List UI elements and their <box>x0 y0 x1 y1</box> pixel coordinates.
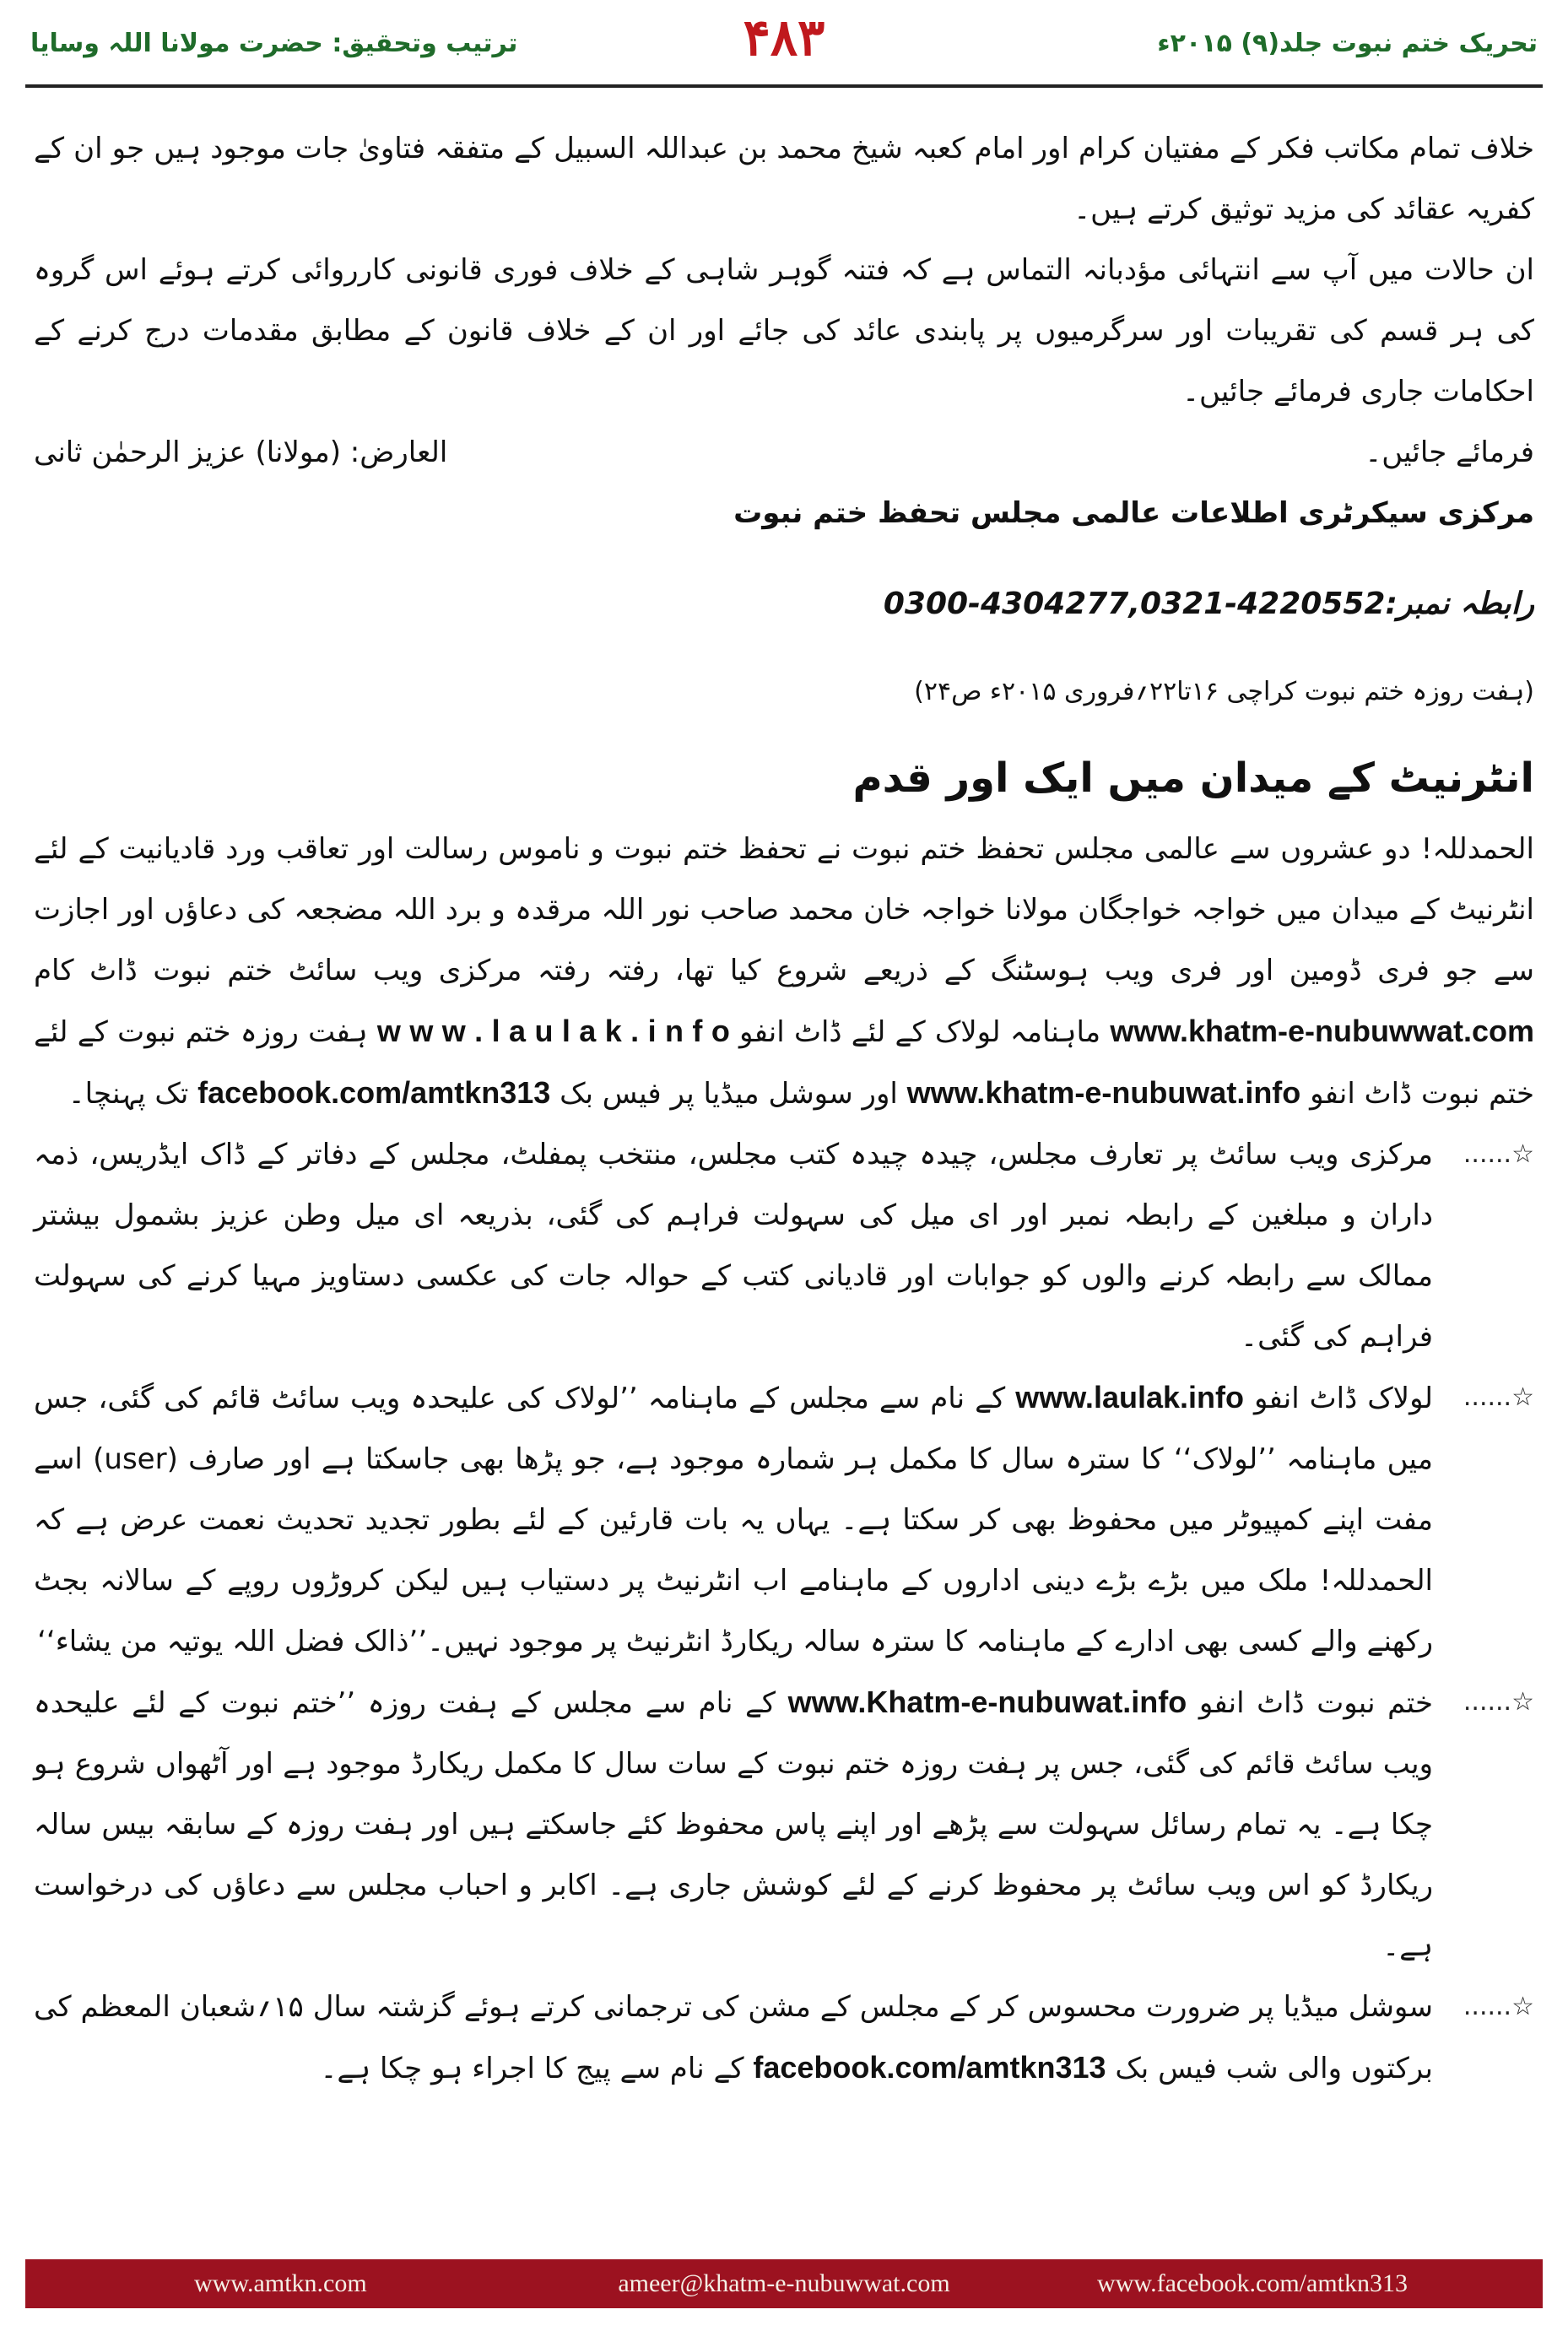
link-khatm-e-nubuwat-info[interactable]: www.khatm-e-nubuwat.info <box>906 1075 1301 1110</box>
bullet-prefix: ختم نبوت ڈاٹ انفو <box>1198 1686 1433 1720</box>
contact-numbers: 0300-4304277,0321-4220552:رابطہ نمبر <box>883 587 1534 621</box>
page-content <box>34 118 1534 2099</box>
footer-email-link[interactable]: ameer@khatm-e-nubuwwat.com <box>618 2269 950 2297</box>
bullet-text: کے نام سے پیج کا اجراء ہو چکا ہے۔ <box>320 2052 744 2085</box>
link-laulak-info[interactable]: www.laulak.info <box>1015 1380 1244 1414</box>
section-intro <box>34 819 1534 1124</box>
link-facebook[interactable]: facebook.com/amtkn313 <box>753 2050 1106 2085</box>
intro-text-1: الحمدللہ! دو عشروں سے عالمی مجلس تحفظ ختم نبوت نے تحفظ ختم نبوت و ناموس رسالت اور تعاقب ورد قادیانیت کے لئے انٹرنیٹ کے میدان میں خواجہ خواجگان مولانا خواجہ خان محمد صاحب نور اللہ مرقدہ و برد اللہ مضجعہ کی دعاؤں اور اجازت سے جو فری ڈومین اور فری ویب ہوسٹنگ کے ذریعے شروع کیا تھا، رفتہ رفتہ مرکزی ویب سائٹ ختم نبوت ڈاٹ کام <box>34 832 1534 987</box>
signature-name: العارض: (مولانا) عزیز الرحمٰن ثانی <box>34 435 448 469</box>
star-icon: ☆...... <box>1463 1687 1534 1717</box>
bullet-prefix: سوشل میڈیا پر ضرورت محسوس کر کے مجلس کے مشن کی ترجمانی کرتے ہوئے گزشتہ سال ۱۵؍شعبان المعظم کی برکتوں والی شب فیس بک <box>34 1990 1433 2085</box>
link-khatm-e-nubuwat-info[interactable]: www.Khatm-e-nubuwat.info <box>787 1685 1187 1719</box>
page-footer <box>25 2259 1543 2308</box>
footer-facebook-link[interactable]: www.facebook.com/amtkn313 <box>1097 2269 1408 2297</box>
link-laulak-info[interactable]: w w w . l a u l a k . i n f o <box>376 1014 730 1048</box>
header-compiler: ترتیب وتحقیق: حضرت مولانا اللہ وسایا <box>30 29 518 58</box>
bullet-text: کے نام سے مجلس کے ماہنامہ ’’لولاک کی علیحدہ ویب سائٹ قائم کی گئی، جس میں ماہنامہ ’’لولاک‘‘ کا سترہ سال کا مکمل ہر شمارہ موجود ہے، جو پڑھا بھی جاسکتا ہے اور صارف (user) اسے مفت اپنے کمپیوٹر میں محفوظ بھی کر سکتا ہے۔ یہاں یہ بات قارئین کے لئے بطور تجدید تحدیث نعمت عرض ہے کہ الحمدللہ! ملک میں بڑے بڑے دینی اداروں کے ماہنامے اب انٹرنیٹ پر دستیاب ہیں لیکن کروڑوں روپے کے سالانہ بجٹ رکھنے والے کسی بھی ادارے کے ماہنامہ کا سترہ سالہ ریکارڈ انٹرنیٹ پر موجود نہیں۔’’ذالک فضل اللہ یوتیہ من یشاء‘‘ <box>34 1382 1433 1658</box>
paragraph-fatawa: خلاف تمام مکاتب فکر کے مفتیان کرام اور امام کعبہ شیخ محمد بن عبداللہ السبیل کے متفقہ فتاویٰ جات موجود ہیں جو ان کے کفریہ عقائد کی مزید توثیق کرتے ہیں۔ <box>34 132 1534 226</box>
intro-text-3: ہفت روزہ ختم نبوت کے لئے ختم نبوت ڈاٹ انفو <box>34 1015 1534 1111</box>
bullet-item <box>34 1124 1534 1367</box>
bullet-item <box>34 1367 1534 1672</box>
footer-website-link[interactable]: www.amtkn.com <box>194 2269 367 2297</box>
bullet-item <box>34 1672 1534 1977</box>
header-book-title: تحریک ختم نبوت جلد(۹) ۲۰۱۵ء <box>1157 29 1538 58</box>
page-number: ۴۸۳ <box>743 8 825 68</box>
bullet-text: مرکزی ویب سائٹ پر تعارف مجلس، چیدہ چیدہ کتب مجلس، منتخب پمفلٹ، مجلس کے دفاتر کے ڈاک ایڈریس، ذمہ داران و مبلغین کے رابطہ نمبر اور ای میل کی سہولت فراہم کی گئی، بذریعہ ای میل وطن عزیز بشمول بیشتر ممالک سے رابطہ کرنے والوں کو جوابات اور قادیانی کتب کے حوالہ جات کی عکسی دستاویز مہیا کرنے کی سہولت فراہم کی گئی۔ <box>34 1138 1433 1354</box>
star-icon: ☆...... <box>1463 1139 1534 1169</box>
signature-line <box>34 422 1534 483</box>
star-icon: ☆...... <box>1463 1992 1534 2021</box>
star-icon: ☆...... <box>1463 1382 1534 1412</box>
bullet-item <box>34 1977 1534 2099</box>
intro-text-5: تک پہنچا۔ <box>68 1077 189 1111</box>
intro-text-2: ماہنامہ لولاک کے لئے ڈاٹ انفو <box>739 1015 1101 1049</box>
signature-closing: فرمائے جائیں۔ <box>1365 435 1534 469</box>
page-header <box>0 0 1568 81</box>
bullet-prefix: لولاک ڈاٹ انفو <box>1253 1382 1433 1415</box>
link-facebook[interactable]: facebook.com/amtkn313 <box>197 1075 551 1110</box>
section-heading: انٹرنیٹ کے میدان میں ایک اور قدم <box>852 755 1534 802</box>
header-divider <box>25 84 1543 88</box>
source-reference: (ہفت روزہ ختم نبوت کراچی ۱۶تا۲۲؍فروری ۲۰۱۵ء ص۲۴) <box>914 677 1534 706</box>
paragraph-request: ان حالات میں آپ سے انتہائی مؤدبانہ التماس ہے کہ فتنہ گوہر شاہی کے خلاف فوری قانونی کارروائی کرتے ہوئے اس گروہ کی ہر قسم کی تقریبات اور سرگرمیوں پر پابندی عائد کی جائے اور ان کے خلاف قانون کے مطابق مقدمات درج کرنے کے احکامات جاری فرمائے جائیں۔ <box>34 253 1534 408</box>
bullet-text: کے نام سے مجلس کے ہفت روزہ ’’ختم نبوت کے لئے علیحدہ ویب سائٹ قائم کی گئی، جس پر ہفت روزہ ختم نبوت کے سات سال کا مکمل ریکارڈ موجود ہے اور آٹھواں شروع ہو چکا ہے۔ یہ تمام رسائل سہولت سے پڑھے اور اپنے پاس محفوظ کئے جاسکتے ہیں اور ہفت روزہ کے سابقہ بیس سالہ ریکارڈ کو اس ویب سائٹ پر محفوظ کرنے کے لئے کوشش جاری ہے۔ اکابر و احباب مجلس سے دعاؤں کی درخواست ہے۔ <box>34 1686 1433 1963</box>
intro-text-4: اور سوشل میڈیا پر فیس بک <box>560 1077 898 1111</box>
link-khatm-e-nubuwwat-com[interactable]: www.khatm-e-nubuwwat.com <box>1110 1014 1535 1048</box>
signature-title: مرکزی سیکرٹری اطلاعات عالمی مجلس تحفظ ختم نبوت <box>733 496 1534 530</box>
